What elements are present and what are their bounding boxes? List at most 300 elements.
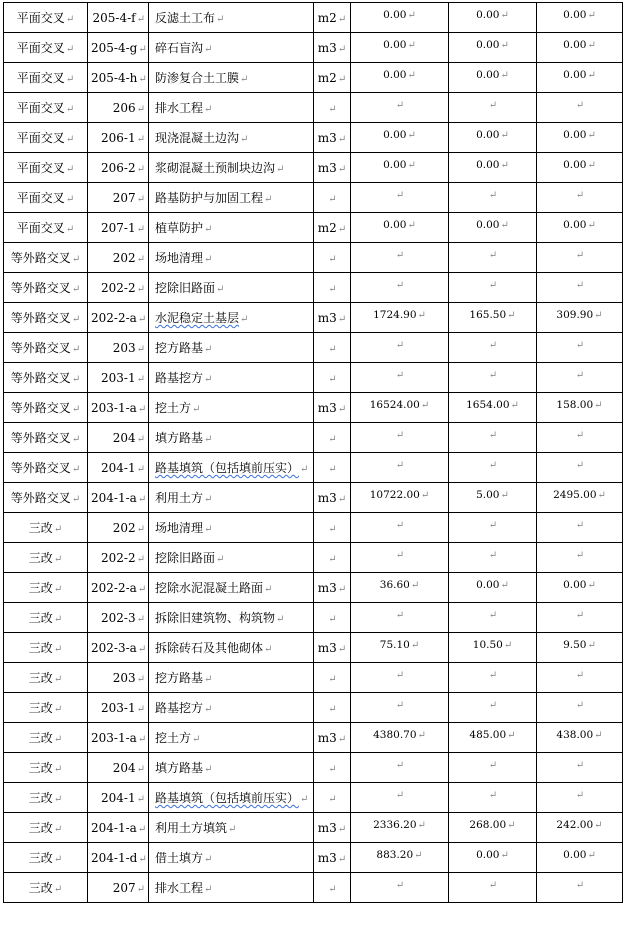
section-text: 平面交叉	[16, 191, 65, 205]
item-name-text: 填方路基	[155, 431, 204, 445]
unit-text: m3	[317, 820, 337, 835]
quantity-cell-2	[449, 873, 537, 903]
unit-text: m3	[317, 400, 337, 415]
paragraph-mark-icon: ↵	[407, 220, 416, 231]
item-code-cell	[88, 603, 149, 633]
paragraph-mark-icon: ↵	[575, 520, 585, 531]
quantity-cell-1	[351, 123, 449, 153]
section-text: 平面交叉	[16, 71, 65, 85]
item-name-cell	[149, 183, 314, 213]
paragraph-mark-icon: ↵	[328, 703, 337, 715]
table-row	[4, 843, 623, 873]
paragraph-mark-icon: ↵	[395, 460, 405, 471]
quantity-cell-3	[537, 303, 623, 333]
quantity-cell-3	[537, 603, 623, 633]
item-name-cell	[149, 453, 314, 483]
unit-cell	[314, 303, 351, 333]
quantity-cell-2	[449, 153, 537, 183]
paragraph-mark-icon: ↵	[337, 493, 347, 505]
paragraph-mark-icon: ↵	[53, 614, 63, 625]
item-code-cell	[88, 363, 149, 393]
item-name-cell	[149, 363, 314, 393]
paragraph-mark-icon: ↵	[136, 283, 145, 295]
section-text: 平面交叉	[16, 101, 65, 115]
quantity-cell-2	[449, 123, 537, 153]
section-cell	[4, 33, 88, 63]
item-code-cell	[88, 3, 149, 33]
quantity-text-2: 0.00	[476, 129, 500, 141]
quantity-text-1: 36.60	[379, 579, 410, 591]
paragraph-mark-icon: ↵	[337, 163, 347, 175]
quantity-cell-1	[351, 3, 449, 33]
section-cell	[4, 243, 88, 273]
paragraph-mark-icon: ↵	[587, 40, 596, 51]
paragraph-mark-icon: ↵	[136, 253, 145, 265]
item-code-cell	[88, 423, 149, 453]
paragraph-mark-icon: ↵	[328, 343, 337, 355]
section-cell	[4, 603, 88, 633]
quantity-cell-1	[351, 333, 449, 363]
unit-cell	[314, 333, 351, 363]
quantity-text-2: 0.00	[476, 579, 500, 591]
item-code-cell	[88, 723, 149, 753]
paragraph-mark-icon: ↵	[395, 430, 405, 441]
paragraph-mark-icon: ↵	[488, 100, 498, 111]
item-code-cell	[88, 123, 149, 153]
paragraph-mark-icon: ↵	[53, 644, 63, 655]
quantity-cell-3	[537, 183, 623, 213]
quantity-cell-2	[449, 753, 537, 783]
paragraph-mark-icon: ↵	[337, 13, 347, 25]
paragraph-mark-icon: ↵	[65, 134, 75, 145]
unit-cell	[314, 843, 351, 873]
item-code-text: 204-1	[101, 790, 136, 805]
item-name-cell	[149, 783, 314, 813]
table-row	[4, 453, 623, 483]
paragraph-mark-icon: ↵	[407, 40, 416, 51]
paragraph-mark-icon: ↵	[510, 400, 519, 411]
item-name-cell	[149, 393, 314, 423]
item-name-text: 利用土方填筑	[155, 821, 228, 835]
item-name-text: 挖除旧路面	[155, 551, 216, 565]
section-cell	[4, 873, 88, 903]
paragraph-mark-icon: ↵	[53, 884, 63, 895]
unit-text: m3	[317, 850, 337, 865]
paragraph-mark-icon: ↵	[136, 223, 145, 235]
quantity-cell-3	[537, 333, 623, 363]
unit-cell	[314, 123, 351, 153]
paragraph-mark-icon: ↵	[420, 400, 430, 411]
quantity-cell-1	[351, 723, 449, 753]
paragraph-mark-icon: ↵	[587, 160, 596, 171]
paragraph-mark-icon: ↵	[575, 280, 585, 291]
paragraph-mark-icon: ↵	[328, 763, 337, 775]
paragraph-mark-icon: ↵	[53, 794, 63, 805]
item-name-cell	[149, 633, 314, 663]
paragraph-mark-icon: ↵	[204, 494, 213, 505]
item-name-cell	[149, 63, 314, 93]
section-text: 等外路交叉	[10, 281, 71, 295]
paragraph-mark-icon: ↵	[71, 404, 81, 415]
section-cell	[4, 213, 88, 243]
quantity-cell-2	[449, 333, 537, 363]
paragraph-mark-icon: ↵	[488, 670, 498, 681]
quantity-cell-1	[351, 303, 449, 333]
item-name-text: 挖除旧路面	[155, 281, 216, 295]
quantity-cell-3	[537, 213, 623, 243]
quantity-cell-1	[351, 663, 449, 693]
paragraph-mark-icon: ↵	[137, 493, 147, 505]
item-code-text: 205-4-g	[91, 40, 138, 55]
item-name-text: 水泥稳定土基层	[155, 311, 240, 325]
quantity-cell-1	[351, 423, 449, 453]
quantity-text-1: 10722.00	[369, 489, 420, 501]
paragraph-mark-icon: ↵	[136, 553, 145, 565]
quantity-cell-1	[351, 183, 449, 213]
paragraph-mark-icon: ↵	[337, 43, 347, 55]
paragraph-mark-icon: ↵	[71, 374, 81, 385]
table-row	[4, 63, 623, 93]
unit-cell	[314, 93, 351, 123]
item-code-cell	[88, 93, 149, 123]
item-name-cell	[149, 603, 314, 633]
paragraph-mark-icon: ↵	[65, 14, 75, 25]
table-row	[4, 663, 623, 693]
item-code-text: 207	[112, 190, 136, 205]
quantity-text-1: 0.00	[383, 159, 407, 171]
item-name-text: 现浇混凝土边沟	[155, 131, 240, 145]
table-row	[4, 603, 623, 633]
paragraph-mark-icon: ↵	[395, 250, 405, 261]
section-text: 三改	[28, 881, 53, 895]
table-row	[4, 303, 623, 333]
paragraph-mark-icon: ↵	[204, 674, 213, 685]
unit-cell	[314, 63, 351, 93]
unit-cell	[314, 573, 351, 603]
paragraph-mark-icon: ↵	[216, 554, 225, 565]
table-row	[4, 693, 623, 723]
quantity-cell-2	[449, 393, 537, 423]
quantity-cell-1	[351, 813, 449, 843]
paragraph-mark-icon: ↵	[228, 824, 237, 835]
section-text: 三改	[28, 521, 53, 535]
quantity-cell-1	[351, 393, 449, 423]
paragraph-mark-icon: ↵	[575, 760, 585, 771]
quantity-text-1: 0.00	[383, 219, 407, 231]
paragraph-mark-icon: ↵	[328, 253, 337, 265]
item-name-text: 路基填筑（包括填前压实）	[155, 791, 300, 805]
table-row	[4, 483, 623, 513]
paragraph-mark-icon: ↵	[575, 430, 585, 441]
quantity-cell-2	[449, 33, 537, 63]
item-name-cell	[149, 123, 314, 153]
paragraph-mark-icon: ↵	[328, 373, 337, 385]
quantity-text-1: 4380.70	[373, 729, 417, 741]
unit-cell	[314, 603, 351, 633]
item-name-text: 排水工程	[155, 101, 204, 115]
item-code-text: 204-1-a	[91, 820, 137, 835]
paragraph-mark-icon: ↵	[53, 824, 63, 835]
item-code-text: 202-3	[101, 610, 136, 625]
quantity-cell-1	[351, 633, 449, 663]
section-text: 平面交叉	[16, 11, 65, 25]
item-name-cell	[149, 3, 314, 33]
item-name-text: 场地清理	[155, 251, 204, 265]
paragraph-mark-icon: ↵	[587, 850, 596, 861]
paragraph-mark-icon: ↵	[138, 73, 147, 85]
section-text: 三改	[28, 821, 53, 835]
paragraph-mark-icon: ↵	[65, 44, 75, 55]
section-text: 三改	[28, 611, 53, 625]
table-row	[4, 333, 623, 363]
item-name-cell	[149, 843, 314, 873]
quantity-text-3: 0.00	[563, 219, 587, 231]
paragraph-mark-icon: ↵	[575, 880, 585, 891]
item-code-cell	[88, 543, 149, 573]
unit-cell	[314, 543, 351, 573]
table-row	[4, 33, 623, 63]
table-row	[4, 873, 623, 903]
paragraph-mark-icon: ↵	[575, 250, 585, 261]
item-code-text: 206-1	[101, 130, 136, 145]
quantity-text-1: 0.00	[383, 9, 407, 21]
section-text: 等外路交叉	[10, 251, 71, 265]
paragraph-mark-icon: ↵	[575, 370, 585, 381]
quantity-cell-1	[351, 573, 449, 603]
unit-text: m3	[317, 310, 337, 325]
item-code-text: 207-1	[101, 220, 136, 235]
quantity-cell-1	[351, 33, 449, 63]
item-name-cell	[149, 423, 314, 453]
quantity-text-1: 883.20	[376, 849, 414, 861]
quantity-text-3: 0.00	[563, 849, 587, 861]
paragraph-mark-icon: ↵	[395, 550, 405, 561]
paragraph-mark-icon: ↵	[204, 764, 213, 775]
quantity-text-1: 16524.00	[369, 399, 420, 411]
table-row	[4, 813, 623, 843]
item-code-text: 202	[112, 520, 136, 535]
paragraph-mark-icon: ↵	[137, 403, 147, 415]
quantity-text-2: 0.00	[476, 9, 500, 21]
section-cell	[4, 153, 88, 183]
unit-cell	[314, 153, 351, 183]
quantity-text-2: 10.50	[472, 639, 503, 651]
paragraph-mark-icon: ↵	[71, 344, 81, 355]
quantity-text-3: 158.00	[556, 399, 594, 411]
item-name-text: 场地清理	[155, 521, 204, 535]
paragraph-mark-icon: ↵	[137, 733, 147, 745]
paragraph-mark-icon: ↵	[328, 553, 337, 565]
item-name-cell	[149, 753, 314, 783]
item-code-text: 202	[112, 250, 136, 265]
paragraph-mark-icon: ↵	[136, 133, 145, 145]
paragraph-mark-icon: ↵	[328, 433, 337, 445]
paragraph-mark-icon: ↵	[328, 673, 337, 685]
paragraph-mark-icon: ↵	[488, 340, 498, 351]
paragraph-mark-icon: ↵	[507, 730, 516, 741]
paragraph-mark-icon: ↵	[575, 460, 585, 471]
paragraph-mark-icon: ↵	[264, 194, 273, 205]
table-body	[4, 3, 623, 903]
quantity-cell-2	[449, 813, 537, 843]
quantity-text-2: 0.00	[476, 219, 500, 231]
paragraph-mark-icon: ↵	[264, 584, 273, 595]
paragraph-mark-icon: ↵	[395, 190, 405, 201]
quantity-text-1: 2336.20	[373, 819, 417, 831]
item-name-text: 挖方路基	[155, 671, 204, 685]
paragraph-mark-icon: ↵	[65, 224, 75, 235]
paragraph-mark-icon: ↵	[575, 100, 585, 111]
quantity-cell-2	[449, 423, 537, 453]
quantity-text-3: 438.00	[556, 729, 594, 741]
paragraph-mark-icon: ↵	[420, 490, 430, 501]
paragraph-mark-icon: ↵	[65, 164, 75, 175]
paragraph-mark-icon: ↵	[500, 70, 509, 81]
unit-cell	[314, 663, 351, 693]
paragraph-mark-icon: ↵	[395, 760, 405, 771]
quantity-cell-2	[449, 183, 537, 213]
section-text: 等外路交叉	[10, 431, 71, 445]
item-name-text: 挖土方	[155, 401, 192, 415]
section-cell	[4, 3, 88, 33]
paragraph-mark-icon: ↵	[137, 583, 147, 595]
table-row	[4, 543, 623, 573]
paragraph-mark-icon: ↵	[395, 520, 405, 531]
section-cell	[4, 303, 88, 333]
paragraph-mark-icon: ↵	[328, 793, 337, 805]
section-text: 三改	[28, 551, 53, 565]
quantity-cell-1	[351, 213, 449, 243]
paragraph-mark-icon: ↵	[71, 464, 81, 475]
quantity-text-3: 2495.00	[553, 489, 597, 501]
table-row	[4, 393, 623, 423]
section-text: 三改	[28, 641, 53, 655]
paragraph-mark-icon: ↵	[500, 130, 509, 141]
paragraph-mark-icon: ↵	[136, 343, 145, 355]
quantity-cell-3	[537, 423, 623, 453]
paragraph-mark-icon: ↵	[65, 194, 75, 205]
quantity-cell-3	[537, 363, 623, 393]
quantity-cell-3	[537, 843, 623, 873]
quantity-cell-2	[449, 843, 537, 873]
item-code-cell	[88, 633, 149, 663]
paragraph-mark-icon: ↵	[328, 103, 337, 115]
item-name-cell	[149, 873, 314, 903]
item-code-cell	[88, 813, 149, 843]
quantity-cell-3	[537, 633, 623, 663]
item-name-text: 拆除砖石及其他砌体	[155, 641, 264, 655]
item-name-cell	[149, 243, 314, 273]
paragraph-mark-icon: ↵	[587, 640, 596, 651]
paragraph-mark-icon: ↵	[276, 164, 285, 175]
paragraph-mark-icon: ↵	[587, 10, 596, 21]
paragraph-mark-icon: ↵	[204, 344, 213, 355]
quantity-cell-3	[537, 723, 623, 753]
paragraph-mark-icon: ↵	[395, 100, 405, 111]
paragraph-mark-icon: ↵	[71, 314, 81, 325]
item-code-cell	[88, 183, 149, 213]
table-row	[4, 633, 623, 663]
quantity-text-1: 0.00	[383, 129, 407, 141]
quantity-cell-3	[537, 273, 623, 303]
quantity-text-3: 0.00	[563, 9, 587, 21]
paragraph-mark-icon: ↵	[488, 370, 498, 381]
item-code-text: 202-3-a	[91, 640, 137, 655]
paragraph-mark-icon: ↵	[395, 670, 405, 681]
paragraph-mark-icon: ↵	[328, 613, 337, 625]
item-name-text: 借土填方	[155, 851, 204, 865]
paragraph-mark-icon: ↵	[192, 734, 201, 745]
item-code-cell	[88, 303, 149, 333]
paragraph-mark-icon: ↵	[136, 703, 145, 715]
paragraph-mark-icon: ↵	[395, 340, 405, 351]
unit-cell	[314, 423, 351, 453]
paragraph-mark-icon: ↵	[136, 13, 145, 25]
paragraph-mark-icon: ↵	[507, 310, 516, 321]
quantity-cell-2	[449, 3, 537, 33]
item-name-text: 挖除水泥混凝土路面	[155, 581, 264, 595]
item-code-cell	[88, 393, 149, 423]
quantity-cell-3	[537, 873, 623, 903]
quantity-cell-2	[449, 93, 537, 123]
quantity-text-1: 0.00	[383, 39, 407, 51]
paragraph-mark-icon: ↵	[136, 763, 145, 775]
quantity-cell-1	[351, 783, 449, 813]
item-code-text: 206	[112, 100, 136, 115]
paragraph-mark-icon: ↵	[136, 883, 145, 895]
paragraph-mark-icon: ↵	[53, 854, 63, 865]
paragraph-mark-icon: ↵	[71, 434, 81, 445]
unit-cell	[314, 513, 351, 543]
quantity-cell-2	[449, 693, 537, 723]
paragraph-mark-icon: ↵	[488, 460, 498, 471]
paragraph-mark-icon: ↵	[417, 310, 426, 321]
section-text: 平面交叉	[16, 41, 65, 55]
paragraph-mark-icon: ↵	[337, 133, 347, 145]
unit-cell	[314, 453, 351, 483]
unit-text: m2	[317, 220, 337, 235]
section-cell	[4, 453, 88, 483]
quantity-text-2: 0.00	[476, 39, 500, 51]
item-code-text: 202-2-a	[91, 580, 137, 595]
item-code-text: 204	[112, 760, 136, 775]
section-cell	[4, 543, 88, 573]
quantity-cell-1	[351, 693, 449, 723]
item-name-cell	[149, 693, 314, 723]
section-cell	[4, 423, 88, 453]
paragraph-mark-icon: ↵	[500, 220, 509, 231]
quantity-cell-3	[537, 513, 623, 543]
item-code-text: 205-4-h	[91, 70, 138, 85]
section-text: 三改	[28, 581, 53, 595]
quantity-text-3: 242.00	[556, 819, 594, 831]
paragraph-mark-icon: ↵	[204, 374, 213, 385]
section-text: 三改	[28, 731, 53, 745]
unit-cell	[314, 633, 351, 663]
paragraph-mark-icon: ↵	[594, 400, 603, 411]
table-row	[4, 783, 623, 813]
paragraph-mark-icon: ↵	[138, 853, 147, 865]
paragraph-mark-icon: ↵	[488, 760, 498, 771]
quantity-cell-3	[537, 3, 623, 33]
quantity-text-3: 0.00	[563, 39, 587, 51]
paragraph-mark-icon: ↵	[500, 490, 509, 501]
section-text: 平面交叉	[16, 131, 65, 145]
paragraph-mark-icon: ↵	[488, 190, 498, 201]
quantity-text-2: 0.00	[476, 159, 500, 171]
item-name-text: 拆除旧建筑物、构筑物	[155, 611, 276, 625]
quantity-cell-2	[449, 243, 537, 273]
